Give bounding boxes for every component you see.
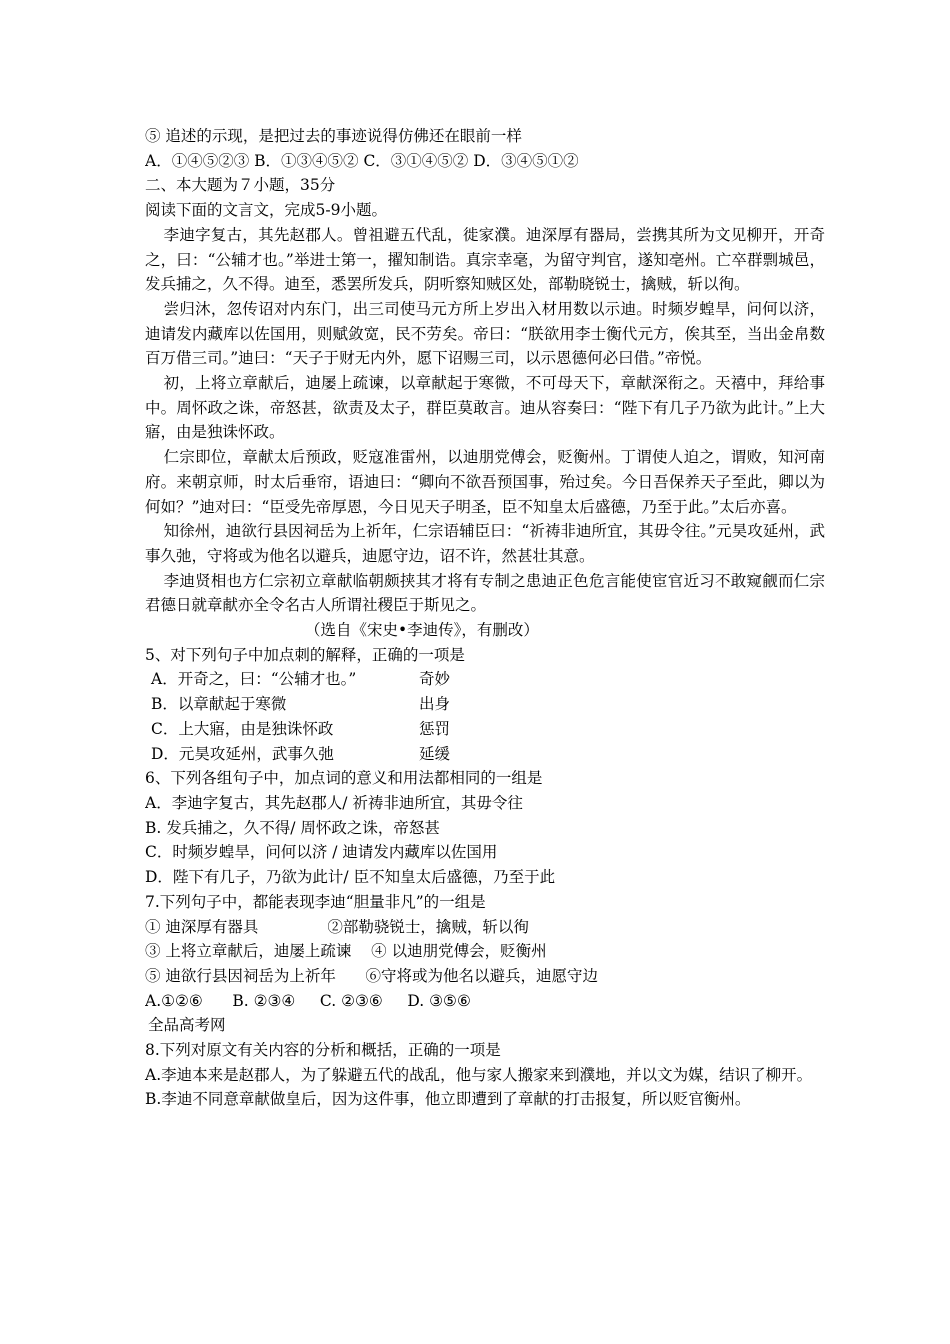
question-6-option-a: A．李迪字复古，其先赵郡人/ 祈祷非迪所宜，其毋令往 — [145, 793, 523, 812]
question-8-stem: 8.下列对原文有关内容的分析和概括，正确的一项是 — [145, 1041, 501, 1060]
site-note: 全品高考网 — [148, 1016, 226, 1035]
top-choices: A．①④⑤②③ B．①③④⑤② C．③①④⑤② D．③④⑤①② — [145, 151, 579, 170]
option-gloss: 奇妙 — [419, 670, 451, 689]
option-gloss: 惩罚 — [419, 719, 451, 738]
passage-paragraph-5: 知徐州，迪欲行县因祠岳为上祈年，仁宗语辅臣曰：“祈祷非迪所宜，其毋令往。”元昊攻延州，武事久弛，守将或为他名以避兵，迪愿守边，诏不许，然甚壮其意。 — [145, 522, 825, 565]
question-5-option-b — [145, 692, 825, 717]
question-6-option-b: B. 发兵捕之，久不得/ 周怀政之诛，帝怒甚 — [145, 818, 440, 837]
question-6-option-d: D．陛下有几子，乃欲为此计/ 臣不知皇太后盛德，乃至于此 — [145, 868, 556, 887]
question-5-option-c — [145, 717, 825, 742]
option-text: D．元昊攻延州，武事久弛 — [151, 744, 334, 763]
question-8-option-a: A.李迪本来是赵郡人，为了躲避五代的战乱，他与家人搬家来到濮地，并以文为媒，结识了柳开。 — [145, 1065, 813, 1084]
question-7-choices: A.①②⑥ B. ②③④ C. ②③⑥ D. ③⑤⑥ — [145, 991, 471, 1010]
passage-paragraph-6: 李迪贤相也方仁宗初立章献临朝颇挟其才将有专制之患迪正色危言能使宦官近习不敢窥觎而仁宗君德日就章献亦全令名古人所谓社稷臣于斯见之。 — [145, 571, 825, 615]
top-item-5: ⑤ 追述的示现，是把过去的事迹说得仿佛还在眼前一样 — [145, 127, 522, 145]
section-instruction: 阅读下面的文言文，完成5-9小题。 — [145, 201, 387, 220]
question-6-option-c: C．时频岁蝗旱，问何以济 / 迪请发内藏库以佐国用 — [145, 843, 498, 862]
passage-paragraph-1: 李迪字复古，其先赵郡人。曾祖避五代乱，徙家濮。迪深厚有器局，尝携其所为文见柳开，开奇之，曰：“公辅才也。”举进士第一，擢知制诰。真宗幸毫，为留守判官，遂知亳州。亡卒群剽城邑，发兵捕之，久不得。迪至，悉罢所发兵，阴听察知贼区处，部勒晓锐士，擒贼，斩以徇。 — [145, 225, 825, 294]
option-gloss: 延缓 — [419, 744, 451, 763]
question-7-line-3: ⑤ 迪欲行县因祠岳为上祈年 ⑥守将或为他名以避兵，迪愿守边 — [145, 966, 598, 985]
passage-paragraph-4: 仁宗即位，章献太后预政，贬寇准雷州，以迪朋党傅会，贬衡州。丁谓使人迫之，谓败，知河南府。来朝京师，时太后垂帘，语迪曰：“卿向不欲吾预国事，殆过矣。今日吾保养天子至此，卿以为何如？”迪对曰：“臣受先帝厚恩，今日见天子明圣，臣不知皇太后盛德，乃至于此。”太后亦喜。 — [145, 448, 825, 516]
passage-paragraph-3: 初，上将立章献后，迪屡上疏谏，以章献起于寒微，不可母天下，章献深衔之。天禧中，拜给事中。周怀政之诛，帝怒甚，欲责及太子，群臣莫敢言。迪从容奏曰：“陛下有几子乃欲为此计。”上大寤，由是独诛怀政。 — [145, 374, 825, 442]
section-title: 二、本大题为７小题，35分 — [145, 176, 336, 195]
option-text: C．上大寤，由是独诛怀政 — [151, 719, 334, 738]
exam-page — [145, 124, 825, 1112]
question-7-line-1: ① 迪深厚有器具 ②部勒骁锐士，擒贼，斩以徇 — [145, 917, 529, 936]
option-text: A．开奇之，曰：“公辅才也。” — [151, 670, 357, 689]
question-8-option-b: B.李迪不同意章献做皇后，因为这件事，他立即遭到了章献的打击报复，所以贬官衡州。 — [145, 1090, 751, 1109]
option-gloss: 出身 — [419, 695, 451, 714]
question-7-line-2: ③ 上将立章献后，迪屡上疏谏 ④ 以迪朋党傅会，贬衡州 — [145, 942, 547, 961]
passage-source: （选自《宋史•李迪传》，有删改） — [305, 621, 539, 640]
question-6-stem: 6、下列各组句子中，加点词的意义和用法都相同的一组是 — [145, 769, 543, 788]
question-5-option-a — [145, 667, 825, 692]
question-7-stem: 7.下列句子中，都能表现李迪“胆量非凡”的一组是 — [145, 892, 486, 911]
passage-paragraph-2: 尝归沐，忽传诏对内东门，出三司使马元方所上岁出入材用数以示迪。时频岁蝗旱，问何以济，迪请发内藏库以佐国用，则赋敛宽，民不劳矣。帝曰：“朕欲用李士衡代元方，俟其至，当出金帛数百万借三司。”迪曰：“天子于财无内外，愿下诏赐三司，以示恩德何必曰借。”帝悦。 — [145, 299, 825, 368]
option-text: B．以章献起于寒微 — [151, 695, 287, 714]
question-5-stem: 5、对下列句子中加点刺的解释，正确的一项是 — [145, 645, 465, 664]
question-5-option-d — [145, 742, 825, 767]
